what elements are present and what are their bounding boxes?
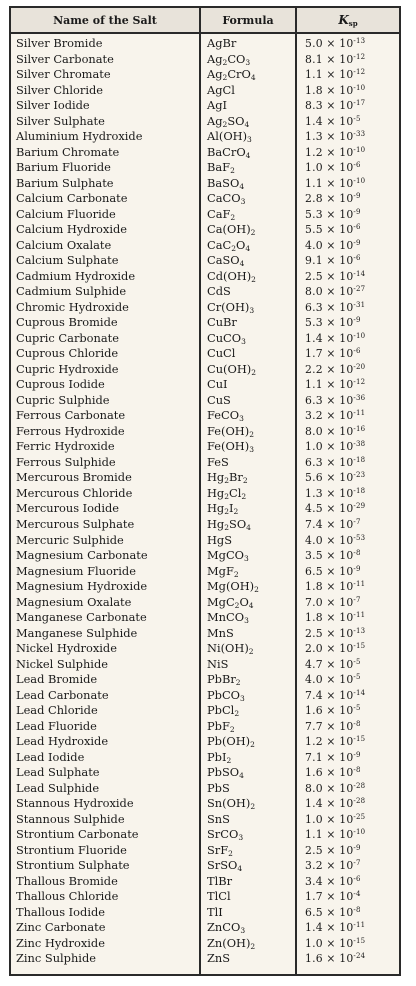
ksp-cell: $1.0 \times 10^{-38}$ (305, 440, 366, 454)
salt-name-cell: Calcium Hydroxide (16, 222, 127, 237)
salt-name-cell: Strontium Sulphate (16, 858, 130, 873)
formula-cell: BaSO$_4$ (207, 175, 245, 191)
formula-cell: $Ag_2CrO_4$ (207, 67, 256, 83)
formula-cell: $Fe(OH)_2$ (207, 423, 254, 439)
ksp-cell: $7.1 \times 10^{-9}$ (305, 750, 361, 764)
salt-name-cell: Silver Carbonate (16, 51, 114, 66)
salt-name-cell: Mercuric Sulphide (16, 532, 124, 547)
formula-cell: MnCO$_3$ (207, 610, 249, 626)
salt-name-cell: Thallous Iodide (16, 904, 105, 919)
salt-name-cell: Stannous Sulphide (16, 811, 125, 826)
ksp-cell: $7.7 \times 10^{-8}$ (305, 719, 361, 733)
salt-name-cell: Calcium Fluoride (16, 206, 116, 221)
salt-name-cell: Cuprous Iodide (16, 377, 105, 392)
salt-name-cell: Mercurous Chloride (16, 485, 133, 500)
salt-name-cell: Manganese Sulphide (16, 625, 138, 640)
formula-cell: PbF$_2$ (207, 718, 235, 734)
formula-cell: ZnCO$_3$ (207, 920, 246, 936)
formula-cell: NiS (207, 656, 229, 671)
ksp-cell: $1.4 \times 10^{-10}$ (305, 331, 366, 345)
ksp-cell: $1.4 \times 10^{-11}$ (305, 921, 366, 935)
formula-cell: TlI (207, 904, 223, 919)
formula-cell: SrCO$_3$ (207, 827, 244, 843)
salt-name-cell: Cupric Hydroxide (16, 361, 119, 376)
formula-cell: CdS (207, 284, 231, 299)
salt-name-cell: Zinc Sulphide (16, 951, 96, 966)
ksp-cell: $1.7 \times 10^{-6}$ (305, 347, 361, 361)
ksp-cell: $1.8 \times 10^{-11}$ (305, 580, 366, 594)
salt-name-cell: Magnesium Oxalate (16, 594, 132, 609)
ksp-cell: $8.0 \times 10^{-16}$ (305, 424, 366, 438)
formula-cell: FeCO$_3$ (207, 408, 244, 424)
salt-name-cell: Magnesium Fluoride (16, 563, 136, 578)
formula-cell: PbSO$_4$ (207, 765, 244, 781)
formula-cell: PbCO$_3$ (207, 687, 245, 703)
salt-name-cell: Lead Hydroxide (16, 734, 109, 749)
ksp-cell: $5.5 \times 10^{-6}$ (305, 223, 361, 237)
formula-cell: AgBr (207, 36, 237, 50)
formula-cell: CaCO$_3$ (207, 191, 246, 207)
formula-cell: $Sn(OH)_2$ (207, 796, 256, 812)
header-ksp-symbol: K (338, 13, 349, 27)
ksp-cell: $5.3 \times 10^{-9}$ (305, 207, 361, 221)
header-ksp (297, 8, 399, 32)
ksp-cell: $6.5 \times 10^{-8}$ (305, 905, 361, 919)
formula-cell: CuBr (207, 315, 237, 330)
formula-cell: TlBr (207, 873, 233, 888)
header-formula: Formula (201, 8, 297, 32)
salt-name-cell: Stannous Hydroxide (16, 796, 134, 811)
ksp-cell: $1.0 \times 10^{-25}$ (305, 812, 366, 826)
formula-cell: PbI$_2$ (207, 749, 232, 765)
formula-cell: $Hg_2Br_2$ (207, 470, 248, 486)
formula-cell: $Fe(OH)_3$ (207, 439, 254, 455)
ksp-cell: $1.4 \times 10^{-5}$ (305, 114, 361, 128)
formula-cell: HgS (207, 532, 233, 547)
ksp-cell: $3.2 \times 10^{-7}$ (305, 859, 361, 873)
formula-cell: AgI (207, 98, 228, 113)
formula-cell: $Cr(OH)_3$ (207, 299, 255, 315)
formula-cell: MnS (207, 625, 234, 640)
salt-name-cell: Thallous Chloride (16, 889, 119, 904)
ksp-cell: $1.6 \times 10^{-5}$ (305, 704, 361, 718)
formula-cell: $Cd(OH)_2$ (207, 268, 256, 284)
salt-name-cell: Nickel Hydroxide (16, 641, 117, 656)
formula-cell: CuS (207, 392, 231, 407)
formula-cell: SnS (207, 811, 230, 826)
formula-cell: $Mg(OH)_2$ (207, 579, 259, 595)
ksp-cell: $1.1 \times 10^{-10}$ (305, 828, 366, 842)
ksp-cell: $1.2 \times 10^{-10}$ (305, 145, 366, 159)
salt-name-cell: Mercurous Sulphate (16, 516, 135, 531)
formula-cell: $CaC_2O_4$ (207, 237, 251, 253)
ksp-cell: $5.3 \times 10^{-9}$ (305, 316, 361, 330)
ksp-cell: $8.0 \times 10^{-28}$ (305, 781, 366, 795)
table-body (11, 34, 399, 974)
salt-name-cell: Lead Sulphate (16, 765, 100, 780)
salt-name-cell: Cuprous Chloride (16, 346, 119, 361)
salt-name-cell: Mercurous Bromide (16, 470, 132, 485)
ksp-cell: $4.7 \times 10^{-5}$ (305, 657, 361, 671)
salt-name-cell: Chromic Hydroxide (16, 299, 129, 314)
formula-column (201, 34, 297, 974)
salt-name-cell: Zinc Hydroxide (16, 935, 105, 950)
ksp-cell: $4.0 \times 10^{-53}$ (305, 533, 366, 547)
salt-name-cell: Ferrous Sulphide (16, 454, 116, 469)
ksp-cell: $8.3 \times 10^{-17}$ (305, 99, 366, 113)
formula-cell: BaF$_2$ (207, 160, 235, 176)
ksp-column (297, 34, 399, 974)
formula-cell: CuCO$_3$ (207, 330, 246, 346)
ksp-cell: $8.1 \times 10^{-12}$ (305, 52, 366, 66)
formula-cell: $Ca(OH)_2$ (207, 222, 256, 238)
salt-name-cell: Cupric Sulphide (16, 392, 110, 407)
ksp-cell: $1.8 \times 10^{-11}$ (305, 611, 366, 625)
formula-cell: PbBr$_2$ (207, 672, 241, 688)
salt-name-cell: Cupric Carbonate (16, 330, 119, 345)
ksp-cell: $9.1 \times 10^{-6}$ (305, 254, 361, 268)
salt-name-cell: Strontium Fluoride (16, 842, 127, 857)
ksp-cell: $4.0 \times 10^{-5}$ (305, 673, 361, 687)
salt-name-cell: Lead Sulphide (16, 780, 100, 795)
salt-name-cell: Barium Sulphate (16, 175, 114, 190)
ksp-cell: $1.3 \times 10^{-18}$ (305, 486, 366, 500)
salt-name-cell: Silver Iodide (16, 98, 90, 113)
ksp-cell: $1.0 \times 10^{-15}$ (305, 936, 366, 950)
formula-cell: CuCl (207, 346, 236, 361)
ksp-cell: $1.4 \times 10^{-28}$ (305, 797, 366, 811)
ksp-cell: $5.6 \times 10^{-23}$ (305, 471, 366, 485)
ksp-cell: $2.5 \times 10^{-13}$ (305, 626, 366, 640)
ksp-cell: $1.6 \times 10^{-24}$ (305, 952, 366, 966)
ksp-cell: $1.8 \times 10^{-10}$ (305, 83, 366, 97)
salt-name-cell: Silver Chloride (16, 82, 104, 97)
salt-name-cell: Magnesium Carbonate (16, 548, 148, 563)
ksp-cell: $6.3 \times 10^{-36}$ (305, 393, 366, 407)
ksp-cell: $4.5 \times 10^{-29}$ (305, 502, 366, 516)
ksp-cell: $7.4 \times 10^{-14}$ (305, 688, 366, 702)
formula-cell: $MgC_2O_4$ (207, 594, 254, 610)
ksp-cell: $2.5 \times 10^{-14}$ (305, 269, 366, 283)
salt-name-cell: Ferric Hydroxide (16, 439, 115, 454)
salt-name-cell: Cadmium Sulphide (16, 284, 127, 299)
formula-cell: SrF$_2$ (207, 842, 233, 858)
formula-cell: $Zn(OH)_2$ (207, 935, 256, 951)
table-header (11, 8, 399, 34)
ksp-cell: $5.0 \times 10^{-13}$ (305, 37, 366, 50)
formula-cell: CaF$_2$ (207, 206, 236, 222)
ksp-cell: $6.3 \times 10^{-31}$ (305, 300, 366, 314)
ksp-cell: $2.5 \times 10^{-9}$ (305, 843, 361, 857)
salt-name-cell: Lead Carbonate (16, 687, 109, 702)
ksp-cell: $3.5 \times 10^{-8}$ (305, 549, 361, 563)
salt-name-cell: Lead Iodide (16, 749, 85, 764)
salt-name-cell: Zinc Carbonate (16, 920, 106, 935)
formula-cell: ZnS (207, 951, 231, 966)
salt-name-cell: Cuprous Bromide (16, 315, 118, 330)
ksp-cell: $8.0 \times 10^{-27}$ (305, 285, 366, 299)
salt-name-cell: Barium Fluoride (16, 160, 111, 175)
salt-name-cell: Magnesium Hydroxide (16, 579, 148, 594)
ksp-cell: $1.7 \times 10^{-4}$ (305, 890, 361, 904)
salt-name-cell: Lead Bromide (16, 672, 98, 687)
salt-name-cell: Ferrous Carbonate (16, 408, 126, 423)
salt-name-cell: Thallous Bromide (16, 873, 118, 888)
formula-cell: $Pb(OH)_2$ (207, 734, 255, 750)
formula-cell: AgCl (207, 82, 235, 97)
ksp-cell: $2.2 \times 10^{-20}$ (305, 362, 366, 376)
header-ksp-subscript: sp (348, 19, 358, 28)
ksp-cell: $3.4 \times 10^{-6}$ (305, 874, 361, 888)
ksp-cell: $4.0 \times 10^{-9}$ (305, 238, 361, 252)
ksp-cell: $1.1 \times 10^{-12}$ (305, 68, 366, 82)
ksp-cell: $1.1 \times 10^{-12}$ (305, 378, 366, 392)
salt-name-cell: Ferrous Hydroxide (16, 423, 125, 438)
ksp-cell: $7.0 \times 10^{-7}$ (305, 595, 361, 609)
salt-name-cell: Nickel Sulphide (16, 656, 108, 671)
formula-cell: PbS (207, 780, 230, 795)
formula-cell: $Ag_2SO_4$ (207, 113, 250, 129)
formula-cell: $Hg_2SO_4$ (207, 516, 251, 532)
ksp-cell: $1.1 \times 10^{-10}$ (305, 176, 366, 190)
formula-cell: BaCrO$_4$ (207, 144, 251, 160)
ksp-cell: $6.5 \times 10^{-9}$ (305, 564, 361, 578)
formula-cell: $Ni(OH)_2$ (207, 641, 254, 657)
salt-name-cell: Silver Chromate (16, 67, 111, 82)
header-name: Name of the Salt (11, 8, 201, 32)
formula-cell: SrSO$_4$ (207, 858, 243, 874)
formula-cell: TlCl (207, 889, 231, 904)
formula-cell: $Ag_2CO_3$ (207, 51, 251, 67)
formula-cell: $Hg_2I_2$ (207, 501, 239, 517)
salt-name-cell: Lead Fluoride (16, 718, 97, 733)
ksp-cell: $6.3 \times 10^{-18}$ (305, 455, 366, 469)
salt-name-cell: Calcium Carbonate (16, 191, 128, 206)
salt-name-cell: Silver Sulphate (16, 113, 105, 128)
salt-name-cell: Calcium Oxalate (16, 237, 112, 252)
ksp-cell: $7.4 \times 10^{-7}$ (305, 517, 361, 531)
ksp-cell: $2.0 \times 10^{-15}$ (305, 642, 366, 656)
formula-cell: PbCl$_2$ (207, 703, 240, 719)
ksp-cell: $1.0 \times 10^{-6}$ (305, 161, 361, 175)
ksp-cell: $3.2 \times 10^{-11}$ (305, 409, 366, 423)
salt-name-cell: Mercurous Iodide (16, 501, 119, 516)
ksp-cell: $1.3 \times 10^{-33}$ (305, 130, 366, 144)
formula-cell: $Hg_2Cl_2$ (207, 485, 247, 501)
salt-name-cell: Barium Chromate (16, 144, 120, 159)
ksp-cell: $2.8 \times 10^{-9}$ (305, 192, 361, 206)
name-column (11, 34, 201, 974)
salt-name-cell: Silver Bromide (16, 36, 103, 50)
salt-name-cell: Manganese Carbonate (16, 610, 147, 625)
salt-name-cell: Strontium Carbonate (16, 827, 139, 842)
salt-name-cell: Aluminium Hydroxide (16, 129, 143, 144)
formula-cell: MgCO$_3$ (207, 548, 249, 564)
ksp-cell: $1.6 \times 10^{-8}$ (305, 766, 361, 780)
formula-cell: CuI (207, 377, 228, 392)
ksp-table (9, 6, 401, 976)
formula-cell: FeS (207, 454, 229, 469)
formula-cell: $Cu(OH)_2$ (207, 361, 256, 377)
salt-name-cell: Calcium Sulphate (16, 253, 119, 268)
formula-cell: CaSO$_4$ (207, 253, 245, 269)
formula-cell: $Al(OH)_3$ (207, 129, 252, 145)
ksp-cell: $1.2 \times 10^{-15}$ (305, 735, 366, 749)
formula-cell: MgF$_2$ (207, 563, 239, 579)
salt-name-cell: Lead Chloride (16, 703, 98, 718)
salt-name-cell: Cadmium Hydroxide (16, 268, 136, 283)
